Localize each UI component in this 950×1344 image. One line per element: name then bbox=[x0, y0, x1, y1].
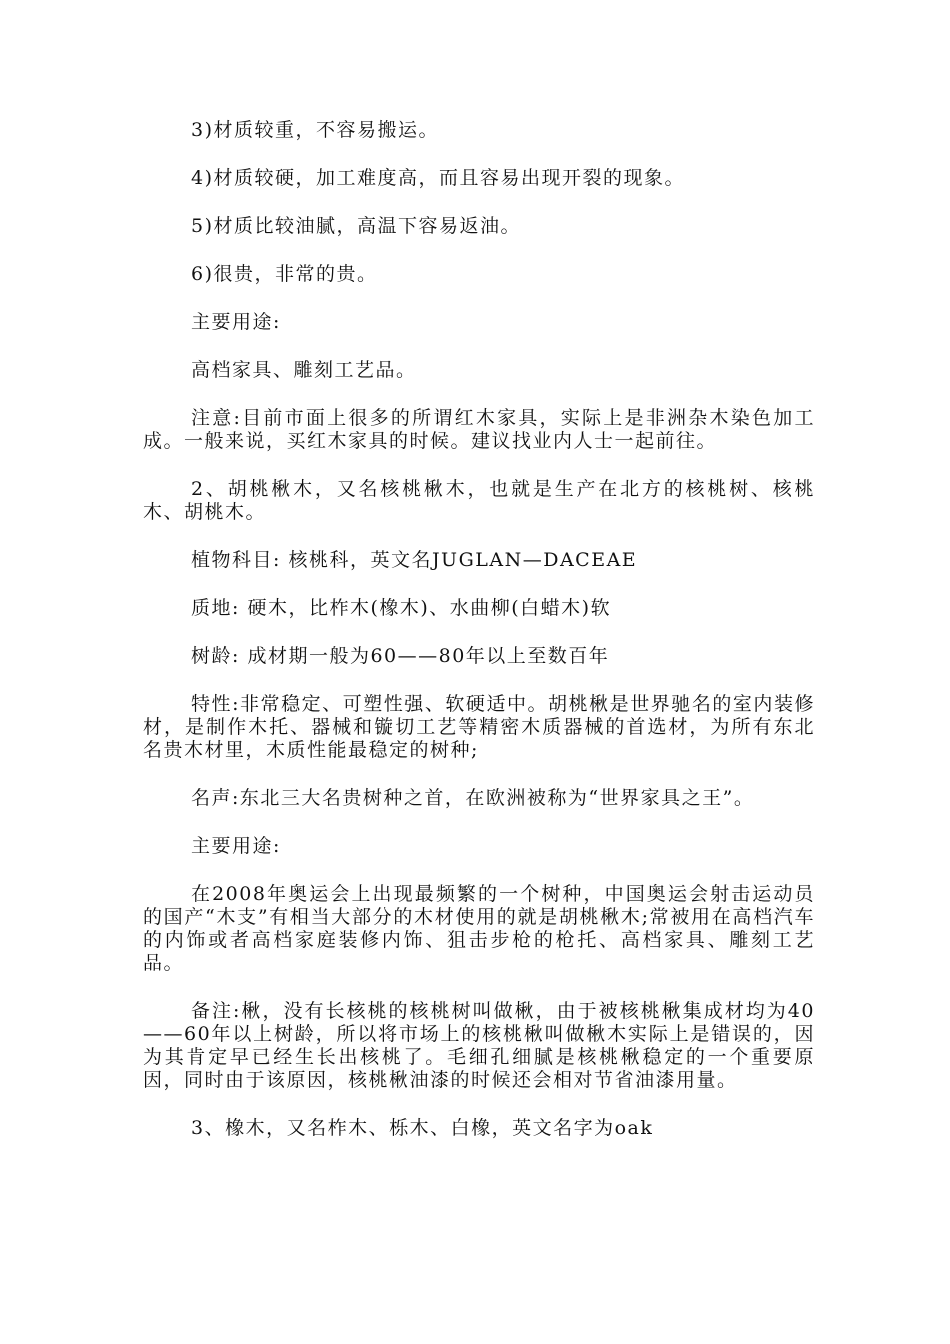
paragraph-drawback-3: 3)材质较重，不容易搬运。 bbox=[191, 119, 440, 141]
paragraph-section-oak: 3、橡木，又名柞木、栎木、白橡，英文名字为oak bbox=[191, 1117, 654, 1139]
paragraph-tree-age: 树龄: 成材期一般为60——80年以上至数百年 bbox=[191, 645, 610, 667]
paragraph-plant-family: 植物科目: 核桃科，英文名JUGLAN—DACEAE bbox=[191, 549, 638, 571]
paragraph-texture: 质地: 硬木，比柞木(橡木)、水曲柳(白蜡木)软 bbox=[191, 597, 612, 619]
paragraph-remark: 备注:楸，没有长核桃的核桃树叫做楸，由于被核桃楸集成材均为40——60年以上树龄，所以将市场上的核桃楸叫做楸木实际上是错误的，因为其肯定早已经生长出核桃了。毛细孔细腻是核桃楸稳定的一个重要原因，同时由于该原因，核桃楸油漆的时候还会相对节省油漆用量。 bbox=[143, 1000, 815, 1091]
document-body bbox=[143, 119, 815, 1140]
paragraph-walnut-use: 在2008年奥运会上出现最频繁的一个树种，中国奥运会射击运动员的国产“木支”有相当大部分的木材使用的就是胡桃楸木;常被用在高档汽车的内饰或者高档家庭装修内饰、狙击步枪的枪托、高档家具、雕刻工艺品。 bbox=[143, 883, 815, 974]
paragraph-main-use: 高档家具、雕刻工艺品。 bbox=[191, 359, 417, 381]
paragraph-drawback-4: 4)材质较硬，加工难度高，而且容易出现开裂的现象。 bbox=[191, 167, 686, 189]
paragraph-characteristics: 特性:非常稳定、可塑性强、软硬适中。胡桃楸是世界驰名的室内装修材，是制作木托、器械和镟切工艺等精密木质器械的首选材，为所有东北名贵木材里，木质性能最稳定的树种; bbox=[143, 693, 815, 761]
paragraph-main-use-heading: 主要用途: bbox=[191, 311, 281, 333]
paragraph-reputation: 名声:东北三大名贵树种之首，在欧洲被称为“世界家具之王”。 bbox=[191, 787, 755, 809]
paragraph-drawback-5: 5)材质比较油腻，高温下容易返油。 bbox=[191, 215, 522, 237]
paragraph-note: 注意:目前市面上很多的所谓红木家具，实际上是非洲杂木染色加工成。一般来说，买红木家具的时候。建议找业内人士一起前往。 bbox=[143, 407, 815, 452]
paragraph-drawback-6: 6)很贵，非常的贵。 bbox=[191, 263, 378, 285]
paragraph-section-walnut: 2、胡桃楸木，又名核桃楸木，也就是生产在北方的核桃树、核桃木、胡桃木。 bbox=[143, 478, 815, 523]
paragraph-walnut-use-heading: 主要用途: bbox=[191, 835, 281, 857]
